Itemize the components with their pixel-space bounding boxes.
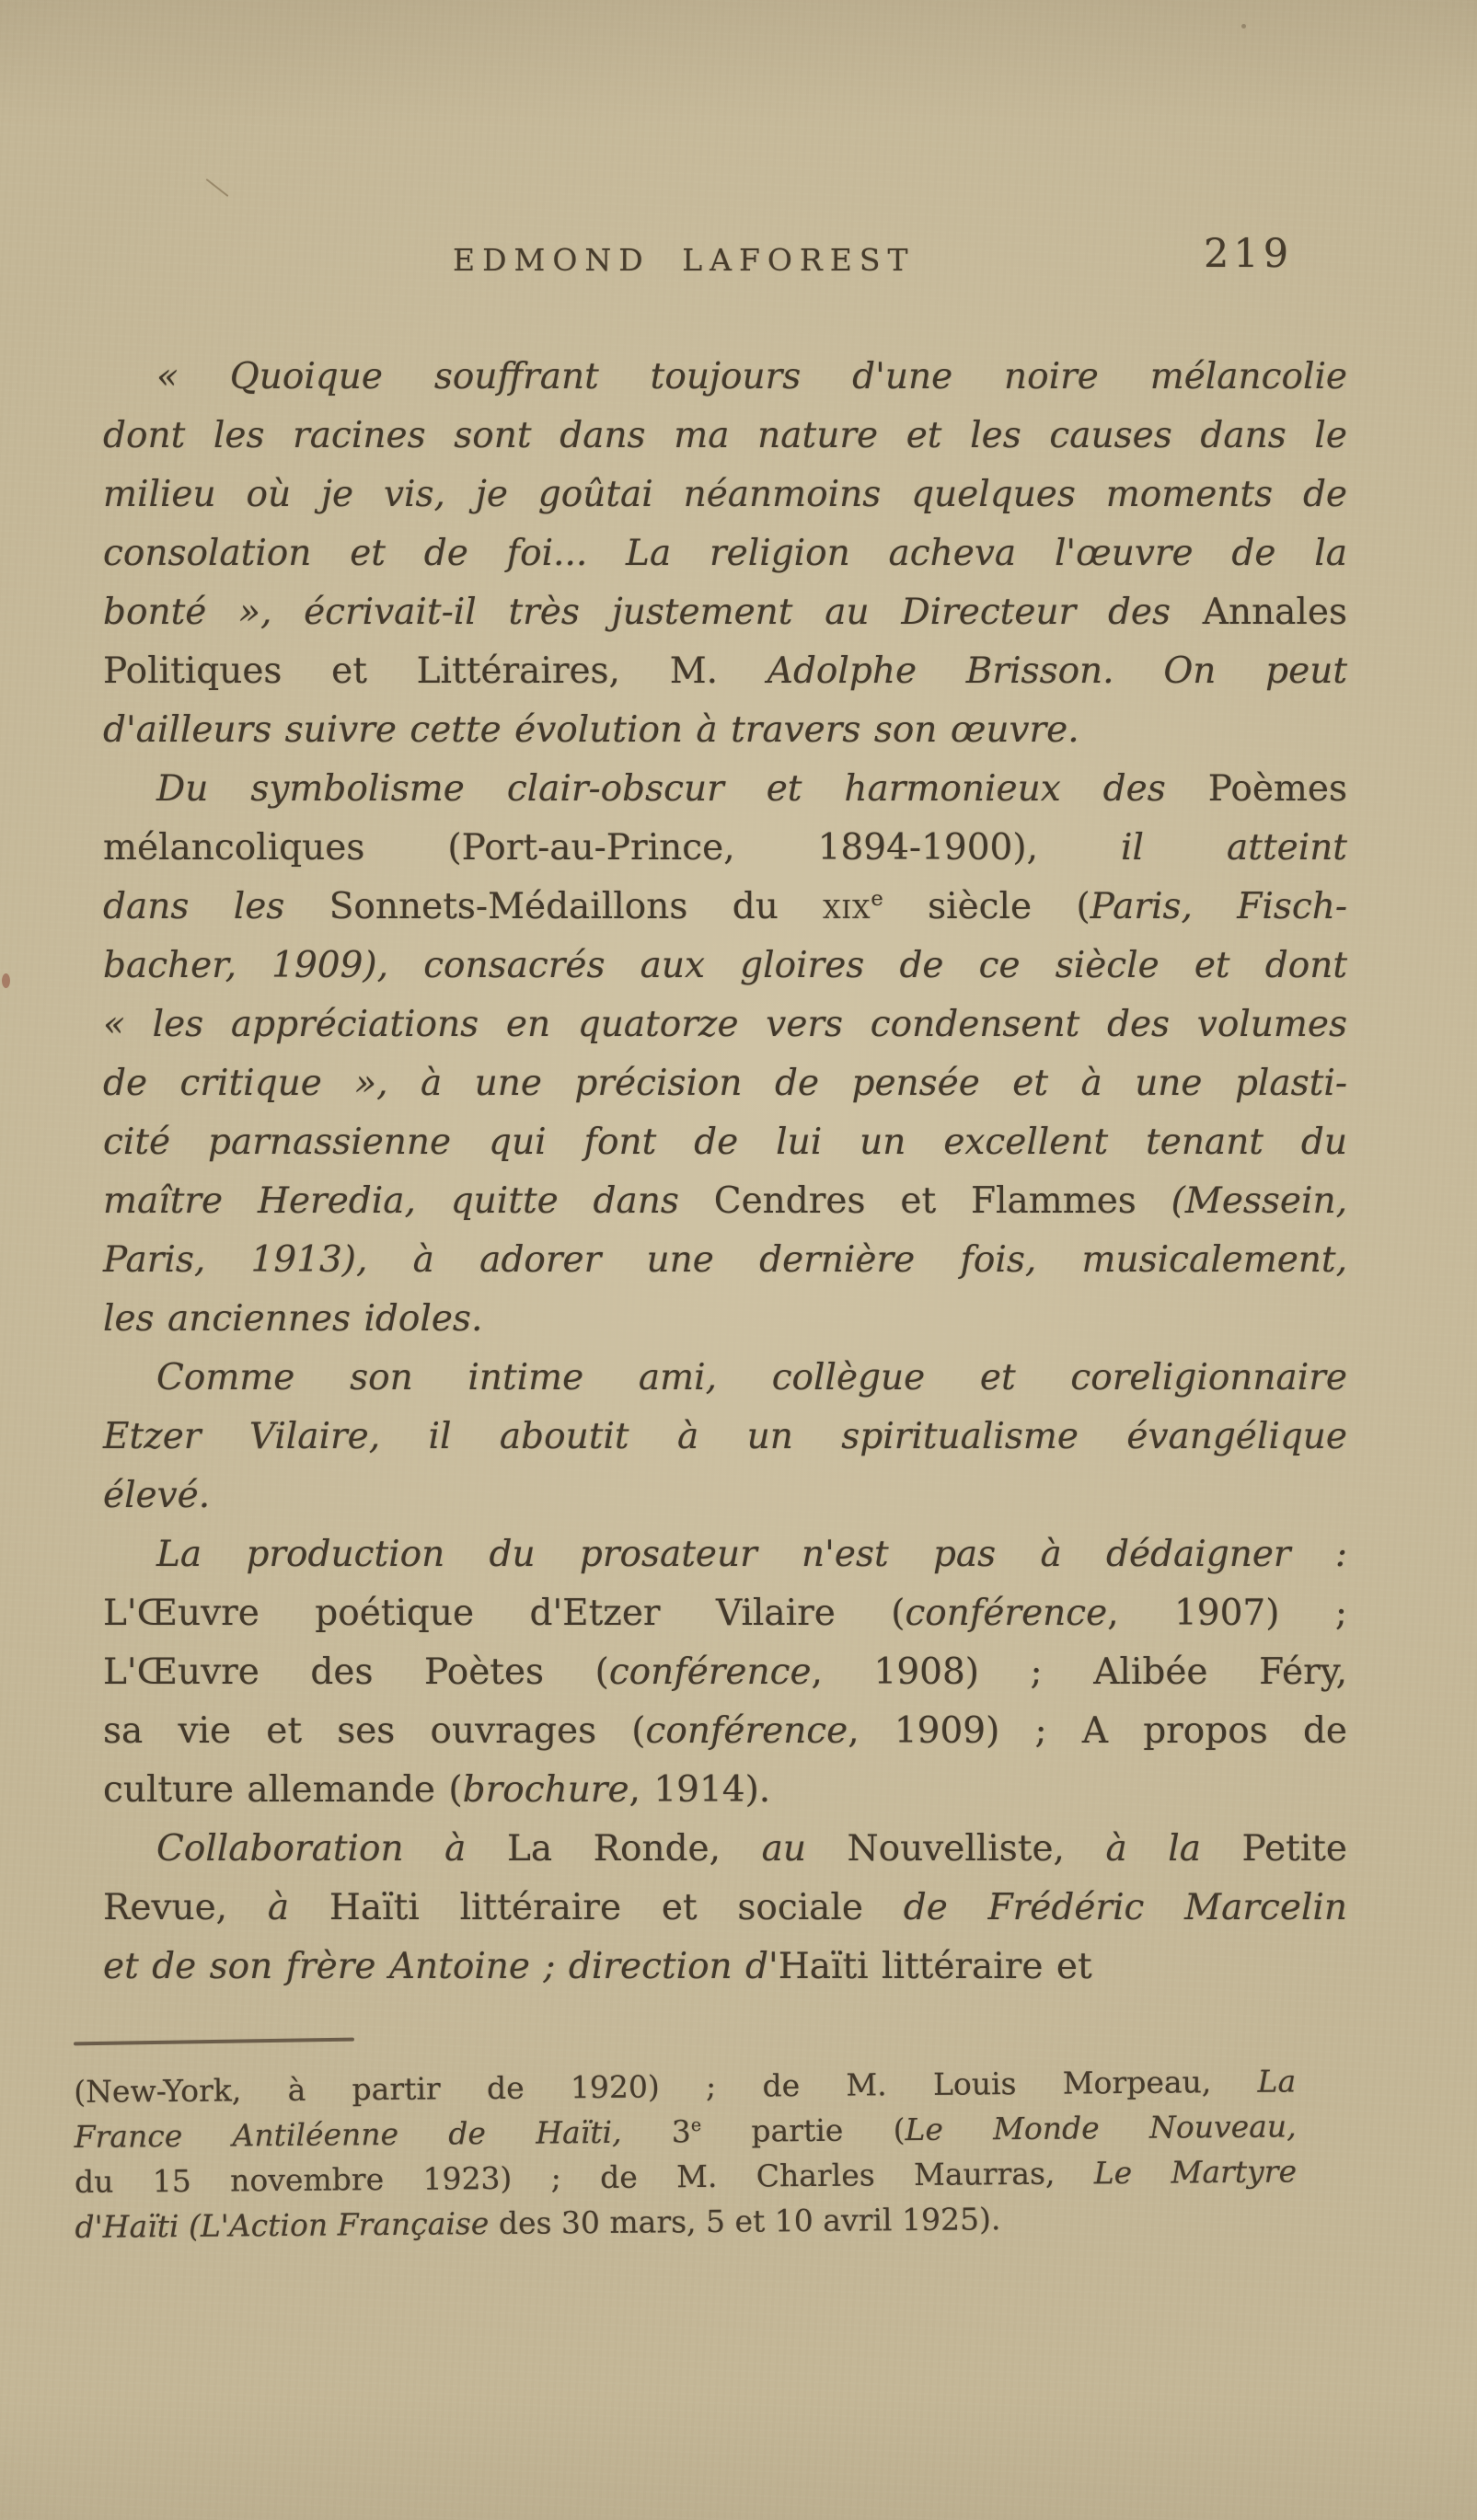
text-segment: Politiques et Littéraires, M. xyxy=(103,650,767,692)
text-segment: (Messein, xyxy=(1136,1180,1347,1222)
text-line xyxy=(103,937,1347,995)
text-segment: culture allemande ( xyxy=(103,1769,463,1811)
text-segment: e xyxy=(690,2114,702,2136)
text-line xyxy=(103,1938,1347,1996)
text-segment: et de son frère Antoine ; direction d' xyxy=(103,1946,779,1987)
text-segment: élevé. xyxy=(103,1475,211,1516)
text-line xyxy=(103,583,1347,642)
text-segment: de Frédéric Marcelin xyxy=(903,1887,1347,1928)
text-line xyxy=(103,1054,1347,1113)
text-line xyxy=(103,524,1347,583)
text-segment: du 15 novembre 1923) ; de M. Charles Maurras, xyxy=(74,2155,1094,2200)
text-segment: Comme son intime ami, collègue et coreligionnaire xyxy=(156,1357,1347,1398)
text-segment: L'Œuvre poétique d'Etzer Vilaire ( xyxy=(103,1593,906,1634)
text-segment: Poèmes xyxy=(1207,768,1347,810)
text-line xyxy=(103,466,1347,524)
text-segment: il atteint xyxy=(1121,827,1347,869)
text-segment: Etzer Vilaire, il aboutit à un spiritualisme évangélique xyxy=(103,1416,1347,1457)
text-line xyxy=(103,1231,1347,1290)
text-line xyxy=(103,1702,1347,1761)
text-segment: Paris, 1913), à adorer une dernière fois, musicalement, xyxy=(103,1239,1347,1281)
text-segment: L'Œuvre des Poètes ( xyxy=(103,1651,609,1693)
text-segment: France Antiléenne de Haïti, xyxy=(74,2113,672,2155)
text-segment: cité parnassienne qui font de lui un excellent tenant du xyxy=(103,1122,1347,1163)
footnote-divider xyxy=(74,2038,354,2046)
text-segment: à la xyxy=(1105,1828,1242,1870)
text-line xyxy=(103,878,1347,937)
text-segment: d'ailleurs suivre cette évolution à travers son œuvre. xyxy=(103,709,1079,751)
text-segment: milieu où je vis, je goûtai néanmoins quelques moments de xyxy=(103,474,1347,515)
paragraph xyxy=(103,760,1347,1349)
text-segment: Paris, Fisch- xyxy=(1090,886,1347,927)
text-segment: La production du prosateur n'est pas à dédaigner : xyxy=(156,1534,1347,1575)
paragraph xyxy=(103,1525,1347,1820)
text-segment: de critique », à une précision de pensée et à une plasti- xyxy=(103,1063,1347,1104)
text-segment: d'Haïti (L'Action Française xyxy=(75,2204,500,2245)
body-text xyxy=(103,348,1347,1996)
text-line xyxy=(103,1467,1347,1525)
text-segment: mélancoliques (Port-au-Prince, 1894-1900), xyxy=(103,827,1122,869)
text-segment: consolation et de foi... La religion acheva l'œuvre de la xyxy=(103,533,1347,574)
text-segment: xix xyxy=(823,886,871,927)
text-segment: Le Martyre xyxy=(1093,2153,1298,2192)
text-segment: Haïti littéraire et sociale xyxy=(329,1887,904,1928)
text-line xyxy=(103,1879,1347,1938)
text-line xyxy=(103,1349,1347,1408)
text-segment: , 1914). xyxy=(629,1769,771,1811)
text-segment: « les appréciations en quatorze vers condensent des volumes xyxy=(103,1004,1347,1045)
paper-speck xyxy=(2,973,10,988)
text-segment: « Quoique souffrant toujours d'une noire mélancolie xyxy=(156,356,1347,397)
text-segment: Sonnets-Médaillons du xyxy=(329,886,824,927)
text-segment: les anciennes idoles. xyxy=(103,1298,483,1340)
text-segment: , 1908) ; Alibée Féry, xyxy=(811,1651,1347,1693)
text-segment: Haïti littéraire et xyxy=(778,1946,1092,1987)
text-line xyxy=(103,1820,1347,1879)
text-line xyxy=(103,642,1347,701)
text-line xyxy=(103,1584,1347,1643)
text-segment: maître Heredia, quitte dans xyxy=(103,1180,714,1222)
text-segment: partie ( xyxy=(700,2112,906,2150)
text-segment: au xyxy=(761,1828,848,1870)
paragraph xyxy=(74,2058,1298,2250)
text-segment: e xyxy=(871,887,883,911)
paragraph xyxy=(103,1349,1347,1525)
text-segment: siècle ( xyxy=(883,886,1090,927)
text-segment: , 1909) ; A propos de xyxy=(848,1710,1347,1752)
text-line xyxy=(103,1290,1347,1349)
text-segment: dans les xyxy=(103,886,329,927)
footnote xyxy=(74,2058,1298,2250)
text-segment: bonté », écrivait-il très justement au Directeur des xyxy=(103,592,1203,633)
text-line xyxy=(103,1113,1347,1172)
text-segment: Du symbolisme clair-obscur et harmonieux des xyxy=(156,768,1208,810)
text-segment: sa vie et ses ouvrages ( xyxy=(103,1710,646,1752)
text-segment: Nouvelliste, xyxy=(847,1828,1106,1870)
text-segment: Annales xyxy=(1202,592,1347,633)
text-segment: Cendres et Flammes xyxy=(713,1180,1137,1222)
text-segment: Petite xyxy=(1241,1828,1347,1870)
text-segment: (New-York, à partir de 1920) ; de M. Louis Morpeau, xyxy=(74,2063,1258,2110)
text-segment: brochure xyxy=(462,1769,629,1811)
running-title: EDMOND LAFOREST xyxy=(453,242,916,278)
text-segment: Revue, xyxy=(103,1887,268,1928)
text-segment: Adolphe Brisson. On peut xyxy=(767,650,1347,692)
text-segment: à xyxy=(267,1887,329,1928)
page-header xyxy=(0,0,1477,294)
text-segment: bacher, 1909), consacrés aux gloires de ce siècle et dont xyxy=(103,945,1347,986)
page-number: 219 xyxy=(1204,231,1294,277)
text-line xyxy=(103,760,1347,819)
paragraph xyxy=(103,348,1347,760)
text-segment: conférence xyxy=(645,1710,848,1752)
text-line xyxy=(103,348,1347,407)
text-segment: conférence xyxy=(608,1651,812,1693)
text-segment: La xyxy=(1257,2063,1297,2100)
text-segment: Le Monde Nouveau, xyxy=(905,2108,1297,2148)
text-line xyxy=(103,1408,1347,1467)
text-segment: conférence xyxy=(905,1593,1108,1634)
text-line xyxy=(103,1525,1347,1584)
text-line xyxy=(103,1643,1347,1702)
text-segment: 3 xyxy=(671,2113,691,2150)
text-line xyxy=(103,819,1347,878)
paragraph xyxy=(103,1820,1347,1996)
text-line xyxy=(103,1761,1347,1820)
text-line xyxy=(103,995,1347,1054)
text-segment: Collaboration à xyxy=(156,1828,507,1870)
text-line xyxy=(103,1172,1347,1231)
text-line xyxy=(103,407,1347,466)
text-segment: La Ronde, xyxy=(506,1828,762,1870)
text-segment: dont les racines sont dans ma nature et les causes dans le xyxy=(103,415,1347,456)
text-segment: des 30 mars, 5 et 10 avril 1925). xyxy=(498,2201,1001,2241)
text-line xyxy=(103,701,1347,760)
text-segment: , 1907) ; xyxy=(1107,1593,1347,1634)
text-line xyxy=(75,2193,1297,2250)
